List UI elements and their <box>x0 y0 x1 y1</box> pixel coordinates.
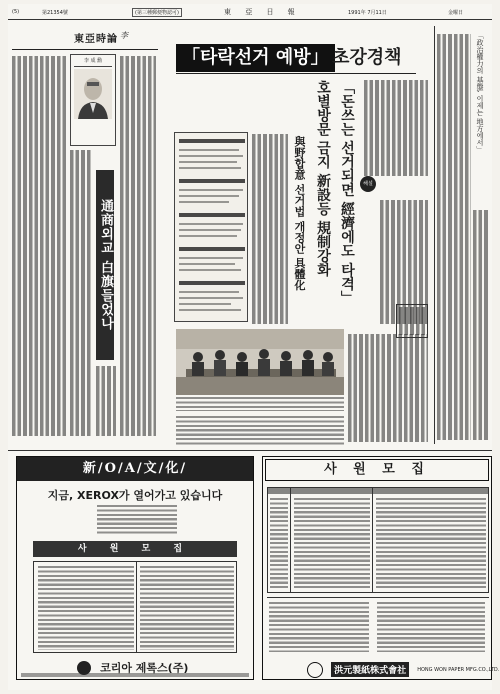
hongwon-details <box>267 597 489 653</box>
right-column <box>434 26 490 444</box>
issue-number: 第21354號 <box>42 10 68 16</box>
xerox-recruit-table <box>33 561 237 653</box>
xerox-logo <box>77 657 189 675</box>
news-photo <box>176 329 344 395</box>
column-header <box>12 26 158 50</box>
photo-caption <box>176 397 344 411</box>
infobox-table <box>174 132 248 322</box>
newspaper-name: 東 亞 日 報 <box>224 8 301 16</box>
hongwon-company <box>307 659 499 677</box>
issue-date: 1991年 7月11日 <box>348 10 387 16</box>
headline-part2: 초강경책 <box>332 47 402 68</box>
hongwon-company-name: 洪元製紙株式會社 <box>331 662 409 677</box>
xerox-recruit-banner: 사 원 모 집 <box>33 541 237 557</box>
newspaper-page <box>8 4 500 690</box>
column-body-text-4 <box>96 366 116 436</box>
xerox-company-name: 코리아 제록스(주) <box>100 661 189 675</box>
issue-day: 金曜日 <box>448 10 464 16</box>
article-body-text-4 <box>348 334 428 442</box>
hongwon-recruit-table <box>267 487 489 593</box>
opinion-column <box>12 26 158 444</box>
mail-classification: (第三種郵便物認可) <box>132 8 182 17</box>
headline-line1: 「돈쓰는 선거되면 經濟에도 타격」 <box>339 80 355 305</box>
column-signature: 李 <box>120 31 128 40</box>
sidebar-box <box>396 304 428 338</box>
analysis-badge: 해설 <box>360 176 376 192</box>
column-title: 通商외교 白旗들었나 <box>96 170 114 360</box>
headline-part1: 「타락선거 예방」 <box>176 44 335 72</box>
author-photo <box>74 69 112 119</box>
column-body-text <box>12 56 66 436</box>
headline-subtitle: 與野합意 선거법 개정안 具體化 <box>293 136 306 291</box>
xerox-footer <box>21 673 249 677</box>
column-body-text-3 <box>70 150 92 436</box>
xerox-ad <box>16 456 254 680</box>
article-body-text <box>252 134 288 324</box>
headline-bar <box>176 44 416 74</box>
xerox-slogan: 新/O/A/文/化/ <box>17 457 253 481</box>
xerox-intro-text <box>97 505 177 535</box>
headline-line2: 호별방문 금지 新設등 規制강화 <box>315 80 331 277</box>
hongwon-ad <box>262 456 500 680</box>
column-body-text-2 <box>120 56 156 436</box>
column-name: 東亞時論 <box>74 34 118 45</box>
right-column-text-2 <box>473 210 489 440</box>
article-body-text-2 <box>364 80 428 176</box>
right-column-text <box>437 34 471 440</box>
masthead <box>8 4 492 20</box>
author-box <box>70 54 116 146</box>
hongwon-company-english: HONG WON PAPER MFG.CO.,LTD. <box>417 666 500 673</box>
hongwon-logo-icon <box>307 662 323 678</box>
hongwon-title: 사 원 모 집 <box>265 459 489 481</box>
page-number: (5) <box>12 9 20 15</box>
section-divider <box>8 450 492 451</box>
author-name: 李 成 勳 <box>74 57 112 67</box>
xerox-headline: 지금, XEROX가 열어가고 있습니다 <box>47 489 223 502</box>
article-footer-text <box>176 416 344 446</box>
right-column-title: 「政治權力의 基盤, 이제는 地方에서」 <box>476 32 484 153</box>
